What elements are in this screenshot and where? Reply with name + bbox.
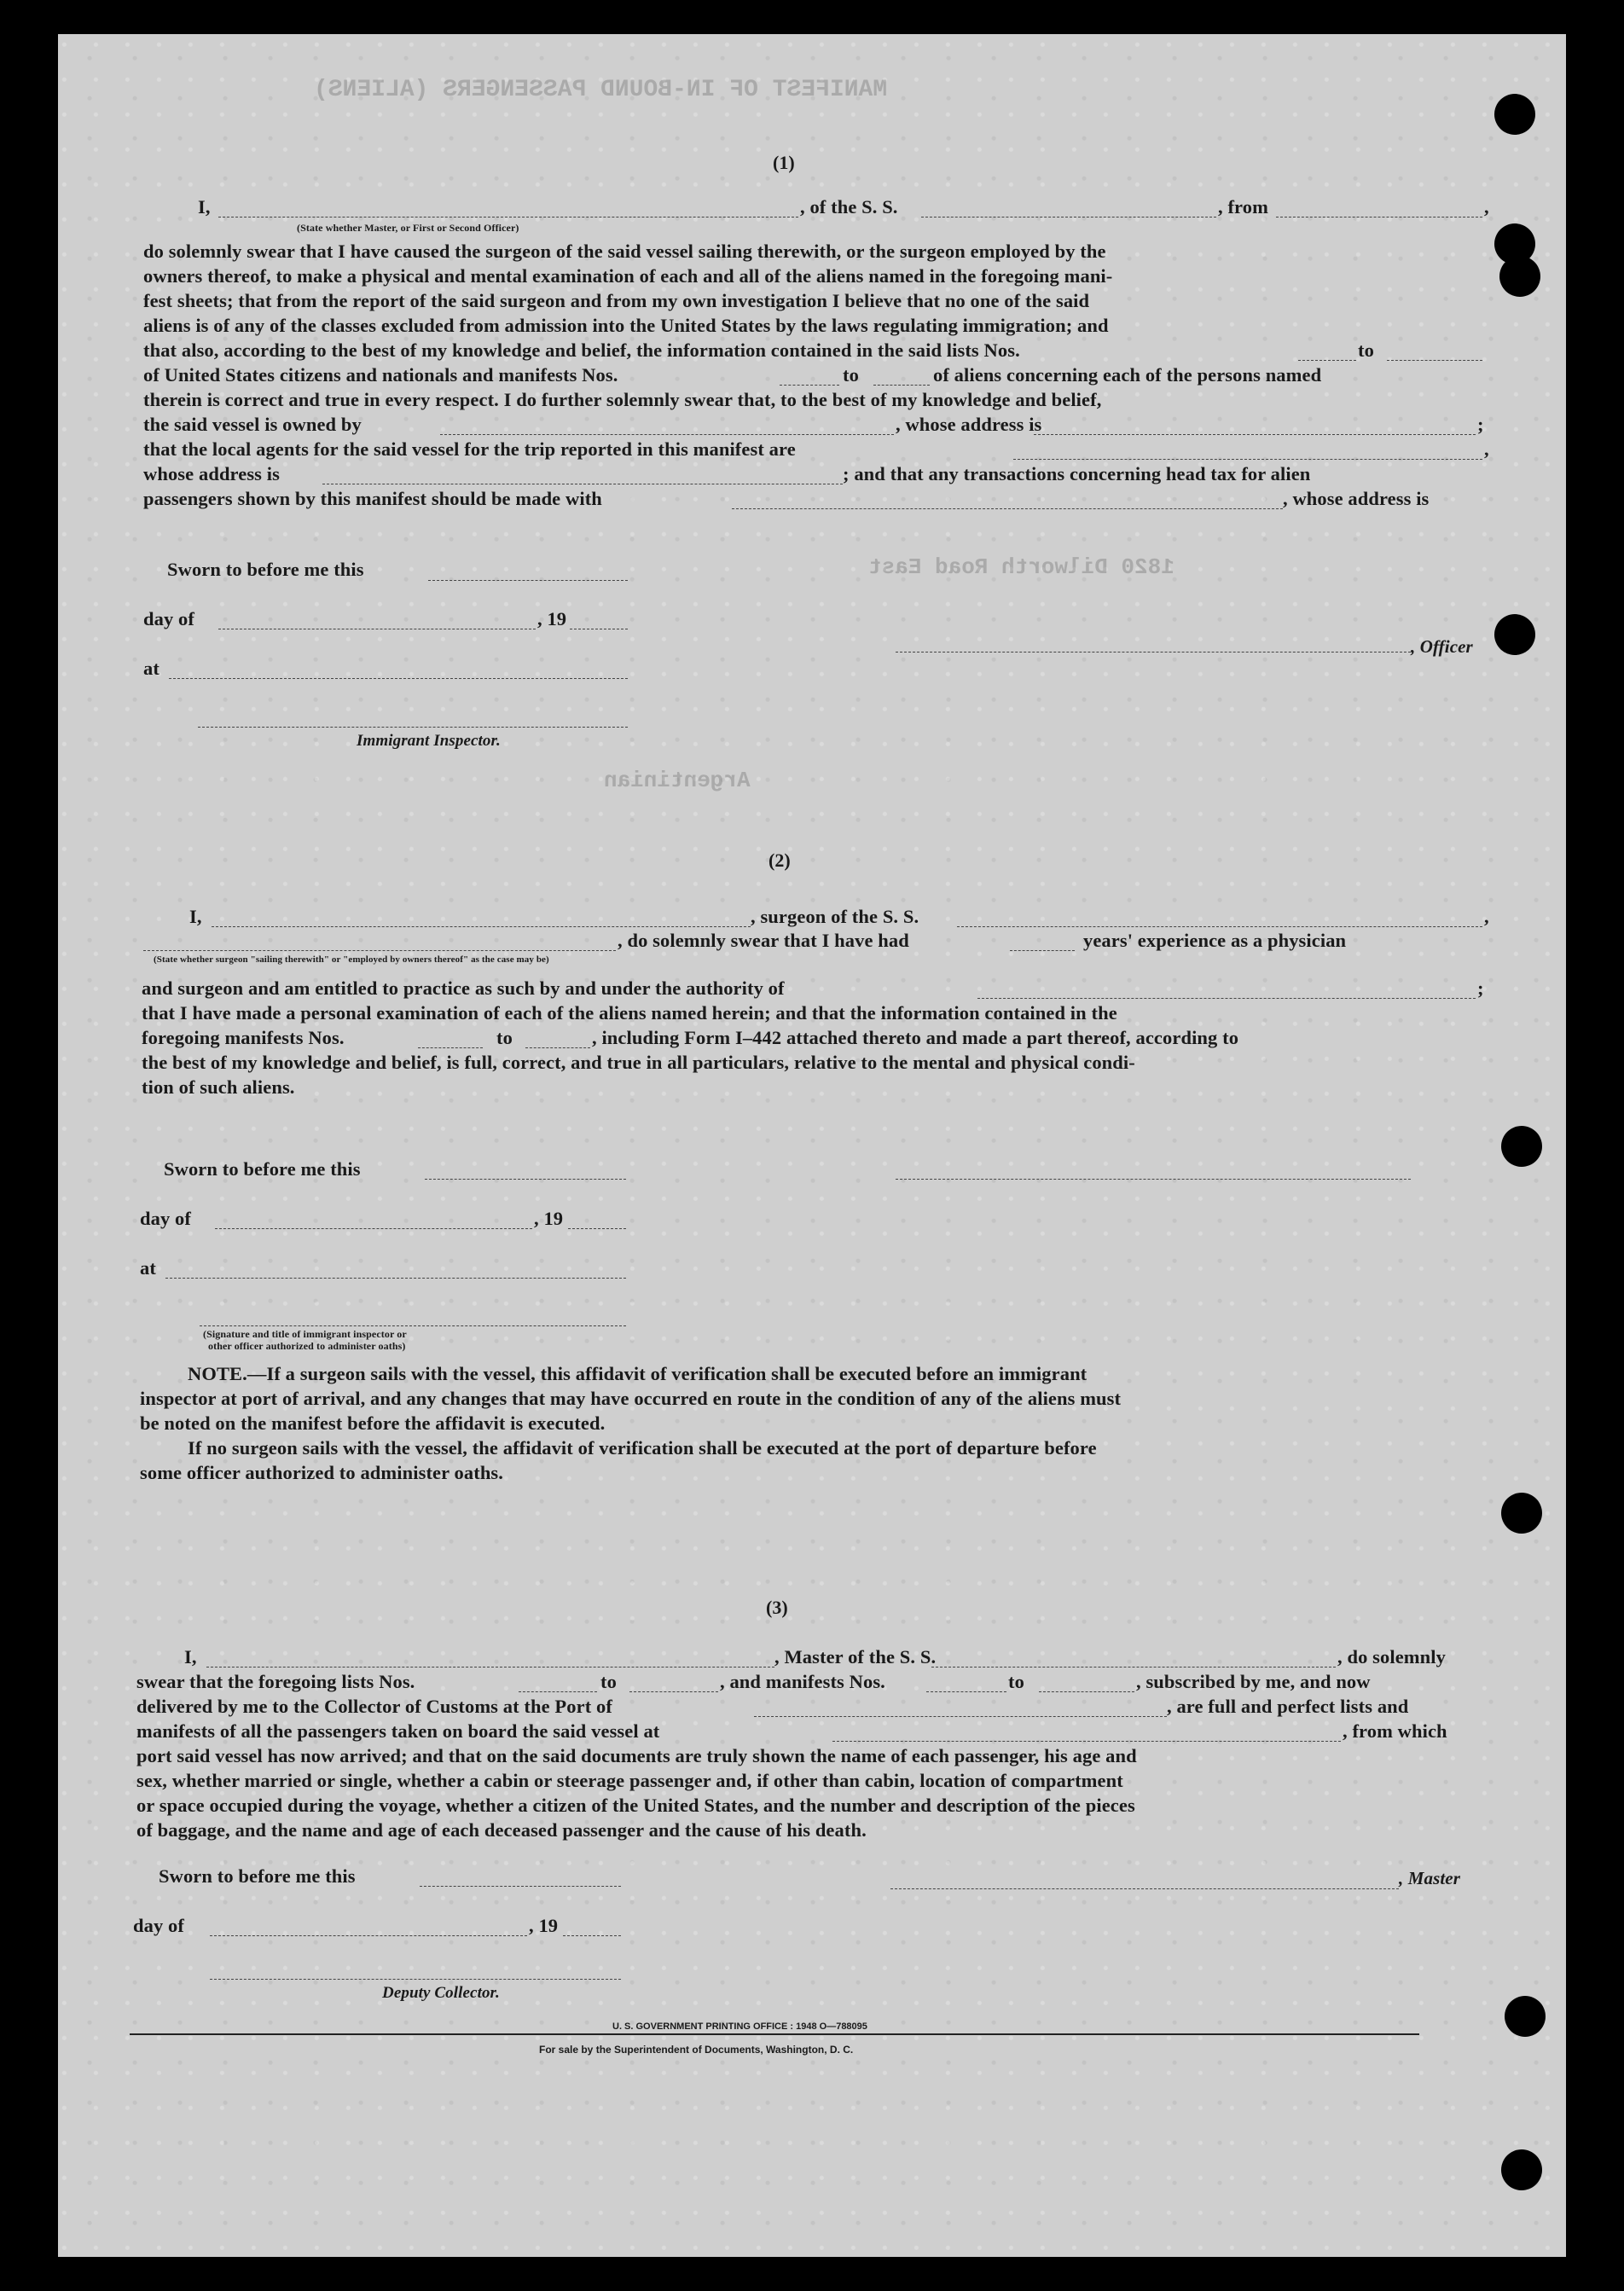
section-1-number: (1) <box>773 152 795 173</box>
s1-inspector: Immigrant Inspector. <box>357 732 501 750</box>
s1-at: at <box>143 658 160 679</box>
s3-port-blank[interactable] <box>754 1716 1167 1717</box>
s2-authority-blank[interactable] <box>977 998 1476 999</box>
s2-semicolon: ; <box>1477 977 1484 999</box>
s3-line-1: port said vessel has now arrived; and that on the said documents are truly shown the name of each passenger, his age and <box>136 1745 1137 1766</box>
s2-sworn: Sworn to before me this <box>164 1158 361 1180</box>
s3-vessel-blank[interactable] <box>931 1667 1336 1668</box>
s1-lists-to-blank[interactable] <box>1387 360 1482 361</box>
s1-lists-from-blank[interactable] <box>1298 360 1356 361</box>
s3-to-2: to <box>1008 1671 1024 1692</box>
s3-manifests-to-blank[interactable] <box>1039 1691 1134 1692</box>
s1-inspector-signature-blank[interactable] <box>198 727 628 728</box>
s3-year: , 19 <box>529 1915 559 1936</box>
s3-master-signature-blank[interactable] <box>890 1888 1399 1889</box>
s1-comma: , <box>1484 196 1489 218</box>
s1-sworn: Sworn to before me this <box>167 559 364 580</box>
s2-years: years' experience as a physician <box>1083 930 1347 951</box>
section-3-number: (3) <box>766 1597 788 1618</box>
bleed-through-header: MANIFEST OF IN-BOUND PASSENGERS (ALIENS) <box>314 77 888 103</box>
s3-master: , Master <box>1399 1868 1460 1888</box>
s3-sworn-blank[interactable] <box>420 1886 621 1887</box>
binder-hole <box>1494 94 1535 135</box>
s1-officer-name-blank[interactable] <box>218 217 798 218</box>
s1-day-of: day of <box>143 608 194 629</box>
s1-owner-address-blank[interactable] <box>1034 434 1476 435</box>
s2-state-note: (State whether surgeon "sailing therewith" or "employed by owners thereof" as the case may be) <box>154 954 549 965</box>
s2-line-4: the best of my knowledge and belief, is full, correct, and true in all particulars, relative to the mental and physical condi- <box>142 1052 1135 1073</box>
s2-day-of: day of <box>140 1208 191 1229</box>
s2-years-blank[interactable] <box>1010 950 1075 951</box>
s2-at: at <box>140 1257 156 1279</box>
s3-full-perfect: , are full and perfect lists and <box>1167 1696 1409 1717</box>
binder-hole <box>1499 256 1540 297</box>
s1-of-aliens: of aliens concerning each of the persons named <box>933 364 1322 386</box>
s1-of-ss: , of the S. S. <box>800 196 898 218</box>
s1-state-note: (State whether Master, or First or Second Officer) <box>297 222 519 234</box>
s1-head-tax: ; and that any transactions concerning head tax for alien <box>843 463 1311 484</box>
s1-whose-address: , whose address is <box>896 414 1042 435</box>
s1-year: , 19 <box>537 608 567 629</box>
s1-at-blank[interactable] <box>169 678 628 679</box>
s3-and-manifests: , and manifests Nos. <box>720 1671 885 1692</box>
s2-note-5: some officer authorized to administer oaths. <box>140 1462 504 1483</box>
s3-from-which: , from which <box>1343 1720 1447 1742</box>
s2-i-label: I, <box>189 906 202 927</box>
s1-manifests-to-blank[interactable] <box>873 385 930 386</box>
s2-day-blank[interactable] <box>215 1228 532 1229</box>
s2-comma: , <box>1484 906 1489 927</box>
s2-signature-blank[interactable] <box>896 1179 1411 1180</box>
s1-to-2: to <box>843 364 859 386</box>
s3-lists-from-blank[interactable] <box>519 1691 597 1692</box>
s3-master-of: , Master of the S. S. <box>774 1646 937 1668</box>
s1-line-3: fest sheets; that from the report of the said surgeon and from my own investigation I believe that no one of the said <box>143 290 1090 311</box>
s2-note-3: be noted on the manifest before the affidavit is executed. <box>140 1412 606 1434</box>
s2-note-4: If no surgeon sails with the vessel, the affidavit of verification shall be executed at the port of departure before <box>188 1437 1097 1459</box>
s1-agents-blank[interactable] <box>1013 459 1482 460</box>
s3-manifests-all: manifests of all the passengers taken on board the said vessel at <box>136 1720 660 1742</box>
s3-collector-signature-blank[interactable] <box>210 1979 621 1980</box>
s3-line-4: of baggage, and the name and age of each deceased passenger and the cause of his death. <box>136 1819 867 1841</box>
s2-year-blank[interactable] <box>568 1228 626 1229</box>
section-2-number: (2) <box>768 850 791 871</box>
s3-day-of: day of <box>133 1915 184 1936</box>
s1-owner-blank[interactable] <box>440 434 894 435</box>
s1-vessel-name-blank[interactable] <box>921 217 1216 218</box>
s2-year: , 19 <box>534 1208 564 1229</box>
bleed-through-list: 1820 Dilworth Road East <box>868 554 1174 580</box>
s3-sworn: Sworn to before me this <box>159 1865 356 1887</box>
s1-line-1: do solemnly swear that I have caused the surgeon of the said vessel sailing therewith, or the surgeon employed by the <box>143 241 1106 262</box>
s3-line-3: or space occupied during the voyage, whether a citizen of the United States, and the number and description of the pieces <box>136 1795 1135 1816</box>
binder-hole <box>1501 1126 1542 1167</box>
bleed-through-list-2: Argentinian <box>604 768 751 793</box>
s1-to-1: to <box>1358 339 1374 361</box>
s2-sig-note-2: other officer authorized to administer oaths) <box>208 1340 406 1352</box>
s2-including: , including Form I–442 attached thereto and made a part thereof, according to <box>592 1027 1239 1048</box>
s3-i-label: I, <box>184 1646 197 1668</box>
s3-day-blank[interactable] <box>210 1935 527 1936</box>
s3-master-name-blank[interactable] <box>206 1667 774 1668</box>
s3-year-blank[interactable] <box>563 1935 621 1936</box>
s3-to-1: to <box>600 1671 617 1692</box>
s2-surgeon-status-blank[interactable] <box>143 950 616 951</box>
s2-do-swear: , do solemnly swear that I have had <box>618 930 909 951</box>
s2-at-blank[interactable] <box>165 1278 626 1279</box>
s2-to: to <box>496 1027 513 1048</box>
s1-semicolon-1: ; <box>1477 414 1484 435</box>
s2-sworn-blank[interactable] <box>425 1179 626 1180</box>
s3-line-2: sex, whether married or single, whether a cabin or steerage passenger and, if other than cabin, location of compartment <box>136 1770 1123 1791</box>
s3-delivered: delivered by me to the Collector of Customs at the Port of <box>136 1696 612 1717</box>
s1-line-2: owners thereof, to make a physical and mental examination of each and all of the aliens named in the foregoing mani- <box>143 265 1113 287</box>
s1-line-4: aliens is of any of the classes excluded from admission into the United States by the laws regulating immigration; and <box>143 315 1109 336</box>
s1-line-6: of United States citizens and nationals and manifests Nos. <box>143 364 618 386</box>
binder-hole <box>1505 1996 1546 2037</box>
footer-rule <box>130 2033 1419 2035</box>
s2-manifests-from-blank[interactable] <box>418 1047 483 1048</box>
gpo-line: U. S. GOVERNMENT PRINTING OFFICE : 1948 O—788095 <box>612 2021 867 2032</box>
s1-manifests-from-blank[interactable] <box>780 385 839 386</box>
s3-subscribed: , subscribed by me, and now <box>1136 1671 1371 1692</box>
s2-surgeon-of: , surgeon of the S. S. <box>751 906 919 927</box>
s1-from: , from <box>1218 196 1268 218</box>
binder-hole <box>1501 1493 1542 1534</box>
s1-line-8: the said vessel is owned by <box>143 414 362 435</box>
s2-line-5: tion of such aliens. <box>142 1076 295 1098</box>
s1-whose-address-end: , whose address is <box>1283 488 1430 509</box>
s2-note-1: NOTE.—If a surgeon sails with the vessel, this affidavit of verification shall be executed before an immigrant <box>188 1363 1088 1384</box>
s1-comma-2: , <box>1484 438 1489 460</box>
s3-manifests-from-blank[interactable] <box>926 1691 1006 1692</box>
s2-line-3: foregoing manifests Nos. <box>142 1027 345 1048</box>
s1-from-port-blank[interactable] <box>1276 217 1482 218</box>
s3-swear-lists: swear that the foregoing lists Nos. <box>136 1671 415 1692</box>
s1-sworn-blank[interactable] <box>428 580 628 581</box>
s2-vessel-blank[interactable] <box>957 926 1482 927</box>
s2-line-1: and surgeon and am entitled to practice as such by and under the authority of <box>142 977 785 999</box>
s1-line-5: that also, according to the best of my knowledge and belief, the information contained in the said lists Nos. <box>143 339 1020 361</box>
s1-head-tax-party-blank[interactable] <box>732 508 1283 509</box>
s2-inspector-signature-blank[interactable] <box>200 1325 626 1326</box>
s3-solemnly: , do solemnly <box>1337 1646 1446 1668</box>
s2-manifests-to-blank[interactable] <box>525 1047 590 1048</box>
s2-surgeon-name-blank[interactable] <box>212 926 751 927</box>
s1-i-label: I, <box>198 196 211 218</box>
binder-hole <box>1501 2149 1542 2190</box>
s2-note-2: inspector at port of arrival, and any changes that may have occurred en route in the condition of any of the aliens must <box>140 1388 1122 1409</box>
s1-line-9: that the local agents for the said vessel for the trip reported in this manifest are <box>143 438 796 460</box>
s2-sig-note-1: (Signature and title of immigrant inspector or <box>203 1328 407 1340</box>
s3-lists-to-blank[interactable] <box>629 1691 718 1692</box>
manifest-back-page <box>58 34 1566 2257</box>
s3-boarding-port-blank[interactable] <box>832 1741 1341 1742</box>
s2-line-2: that I have made a personal examination of each of the aliens named herein; and that the information contained in the <box>142 1002 1117 1024</box>
s1-line-7: therein is correct and true in every respect. I do further solemnly swear that, to the best of my knowledge and belief, <box>143 389 1102 410</box>
s3-collector: Deputy Collector. <box>382 1984 500 2002</box>
binder-hole <box>1494 614 1535 655</box>
s1-line-11: passengers shown by this manifest should be made with <box>143 488 602 509</box>
sale-line: For sale by the Superintendent of Documents, Washington, D. C. <box>539 2044 854 2056</box>
s1-officer: , Officer <box>1411 636 1473 657</box>
s1-line-10: whose address is <box>143 463 280 484</box>
